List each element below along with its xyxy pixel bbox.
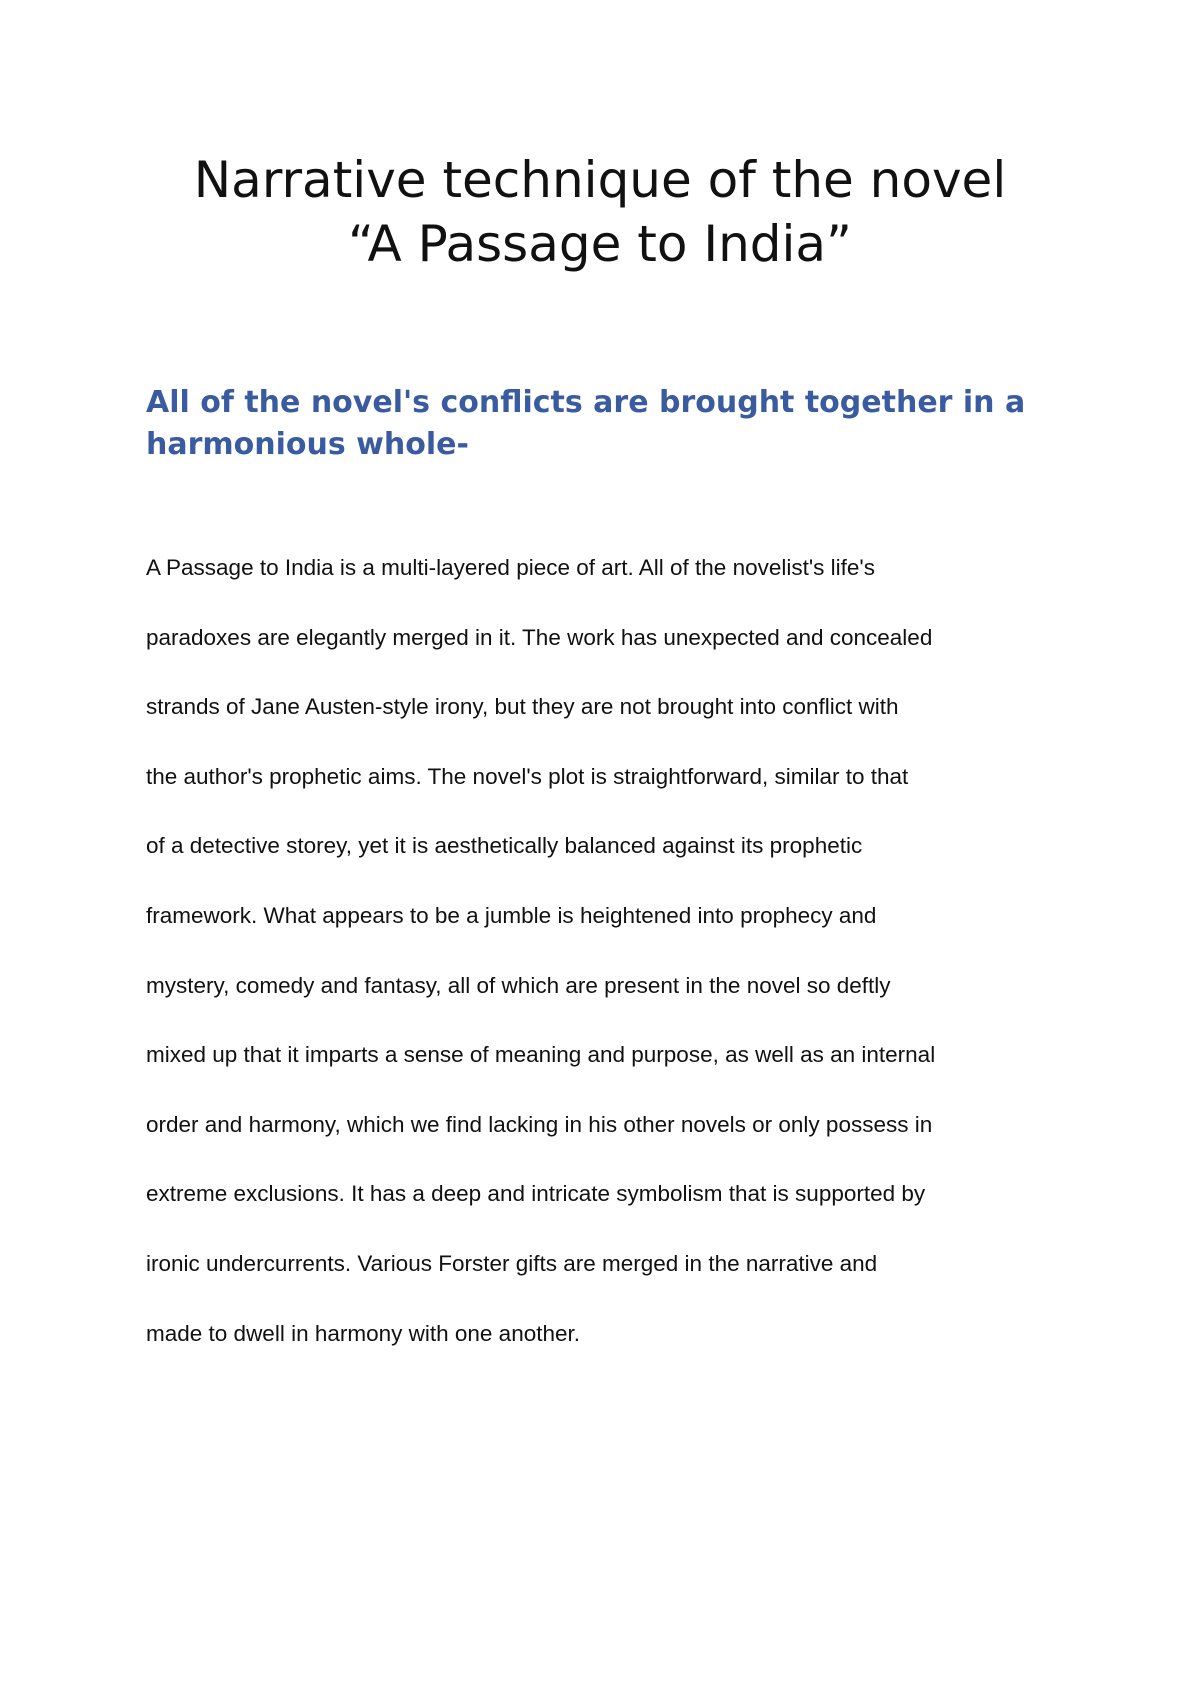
section-heading: All of the novel's conflicts are brought together in a harmonious whole- [146, 385, 1026, 462]
page-title [100, 148, 1100, 276]
paragraph-line: mystery, comedy and fantasy, all of which are present in the novel so deftly [146, 972, 891, 998]
paragraph-line: extreme exclusions. It has a deep and intricate symbolism that is supported by [146, 1181, 926, 1207]
paragraph-line: of a detective storey, yet it is aesthetically balanced against its prophetic [146, 833, 863, 859]
paragraph-line: order and harmony, which we find lacking in his other novels or only possess in [146, 1111, 933, 1137]
title-line-1: Narrative technique of the novel [193, 151, 1007, 209]
body-paragraph [146, 550, 1086, 1385]
paragraph-line: A Passage to India is a multi-layered piece of art. All of the novelist's life's [146, 555, 875, 580]
paragraph-line: ironic undercurrents. Various Forster gifts are merged in the narrative and [146, 1250, 878, 1276]
paragraph-line: framework. What appears to be a jumble is heightened into prophecy and [146, 902, 877, 928]
title-line-2: “A Passage to India” [348, 215, 852, 273]
paragraph-line: strands of Jane Austen-style irony, but they are not brought into conflict with [146, 694, 899, 720]
paragraph-line: made to dwell in harmony with one another. [146, 1320, 581, 1346]
paragraph-line: the author's prophetic aims. The novel's plot is straightforward, similar to that [146, 763, 909, 789]
paragraph-line: paradoxes are elegantly merged in it. The work has unexpected and concealed [146, 624, 933, 650]
paragraph-line: mixed up that it imparts a sense of meaning and purpose, as well as an internal [146, 1042, 936, 1068]
